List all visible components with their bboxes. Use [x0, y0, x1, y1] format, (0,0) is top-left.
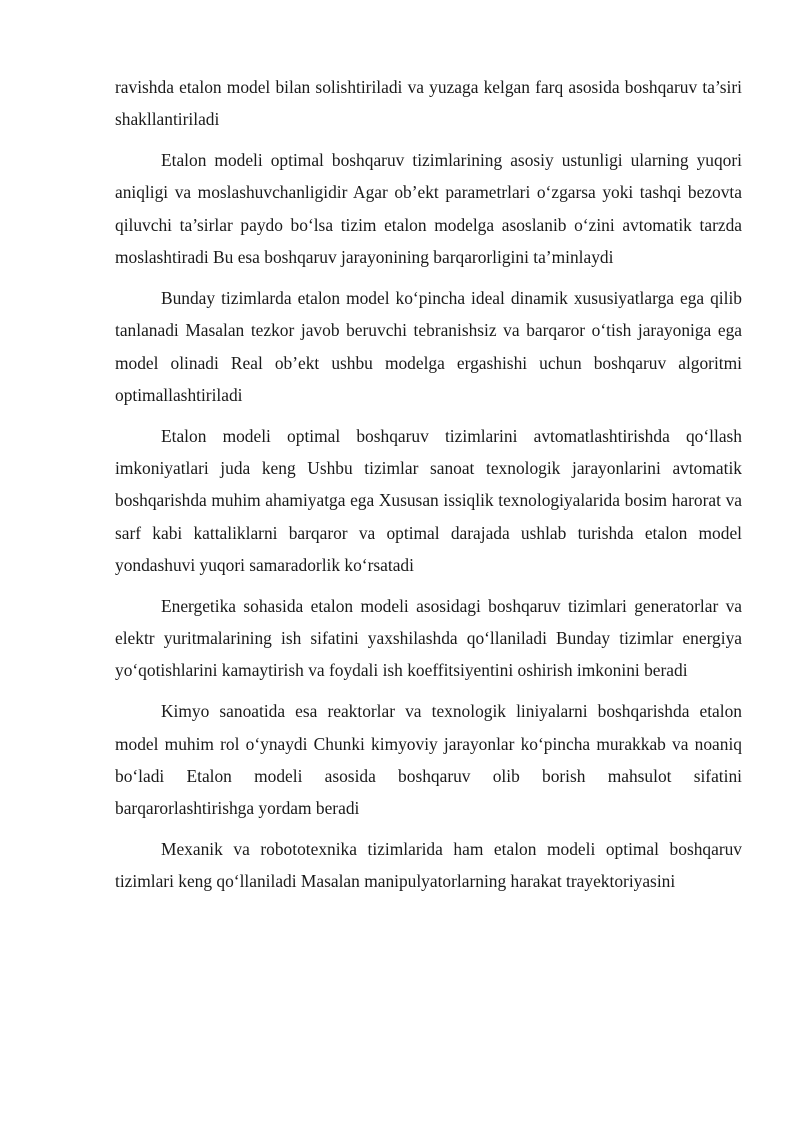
paragraph-ideal-dynamics: Bunday tizimlarda etalon model ko‘pincha ideal dinamik xususiyatlarga ega qilib tanlanadi Masalan tezkor javob beruvchi tebranishsiz va barqaror o‘tish jarayoniga ega model olinadi Real ob’ekt ushbu modelga ergashishi uchun boshqaruv algoritmi optimallashtiriladi — [115, 287, 742, 405]
paragraph-automation-applications: Etalon modeli optimal boshqaruv tizimlarini avtomatlashtirishda qo‘llash imkoniyatlari juda keng Ushbu tizimlar sanoat texnologik jarayonlarini avtomatik boshqarishda muhim ahamiyatga ega Xususan issiqlik texnologiyalarida bosim harorat va sarf kabi kattaliklarni barqaror va optimal darajada ushlab turishda etalon model yondashuvi yuqori samaradorlik ko‘rsatadi — [115, 425, 742, 575]
paragraph-etalon-advantages: Etalon modeli optimal boshqaruv tizimlarining asosiy ustunligi ularning yuqori aniqligi va moslashuvchanligidir Agar ob’ekt parametrlari o‘zgarsa yoki tashqi bezovta qiluvchi ta’sirlar paydo bo‘lsa tizim etalon modelga asoslanib o‘zini avtomatik tarzda moslashtiradi Bu esa boshqaruv jarayonining barqarorligini ta’minlaydi — [115, 150, 742, 268]
paragraph-energetics: Energetika sohasida etalon modeli asosidagi boshqaruv tizimlari generatorlar va elektr yuritmalarining ish sifatini yaxshilashda qo‘llaniladi Bunday tizimlar energiya yo‘qotishlarini kamaytirish va foydali ish koeffitsiyentini oshirish imkonini beradi — [115, 595, 742, 681]
paragraph-continuation: ravishda etalon model bilan solishtiriladi va yuzaga kelgan farq asosida boshqaruv ta’siri shakllantiriladi — [115, 77, 742, 130]
document-page — [115, 71, 742, 898]
paragraph-chemical-industry: Kimyo sanoatida esa reaktorlar va texnologik liniyalarni boshqarishda etalon model muhim rol o‘ynaydi Chunki kimyoviy jarayonlar ko‘pincha murakkab va noaniq bo‘ladi Etalon modeli asosida boshqaruv olib borish mahsulot sifatini barqarorlashtirishga yordam beradi — [115, 701, 742, 819]
paragraph-robotics: Mexanik va robototexnika tizimlarida ham etalon modeli optimal boshqaruv tizimlari keng qo‘llaniladi Masalan manipulyatorlarning harakat trayektoriyasini — [115, 839, 742, 892]
